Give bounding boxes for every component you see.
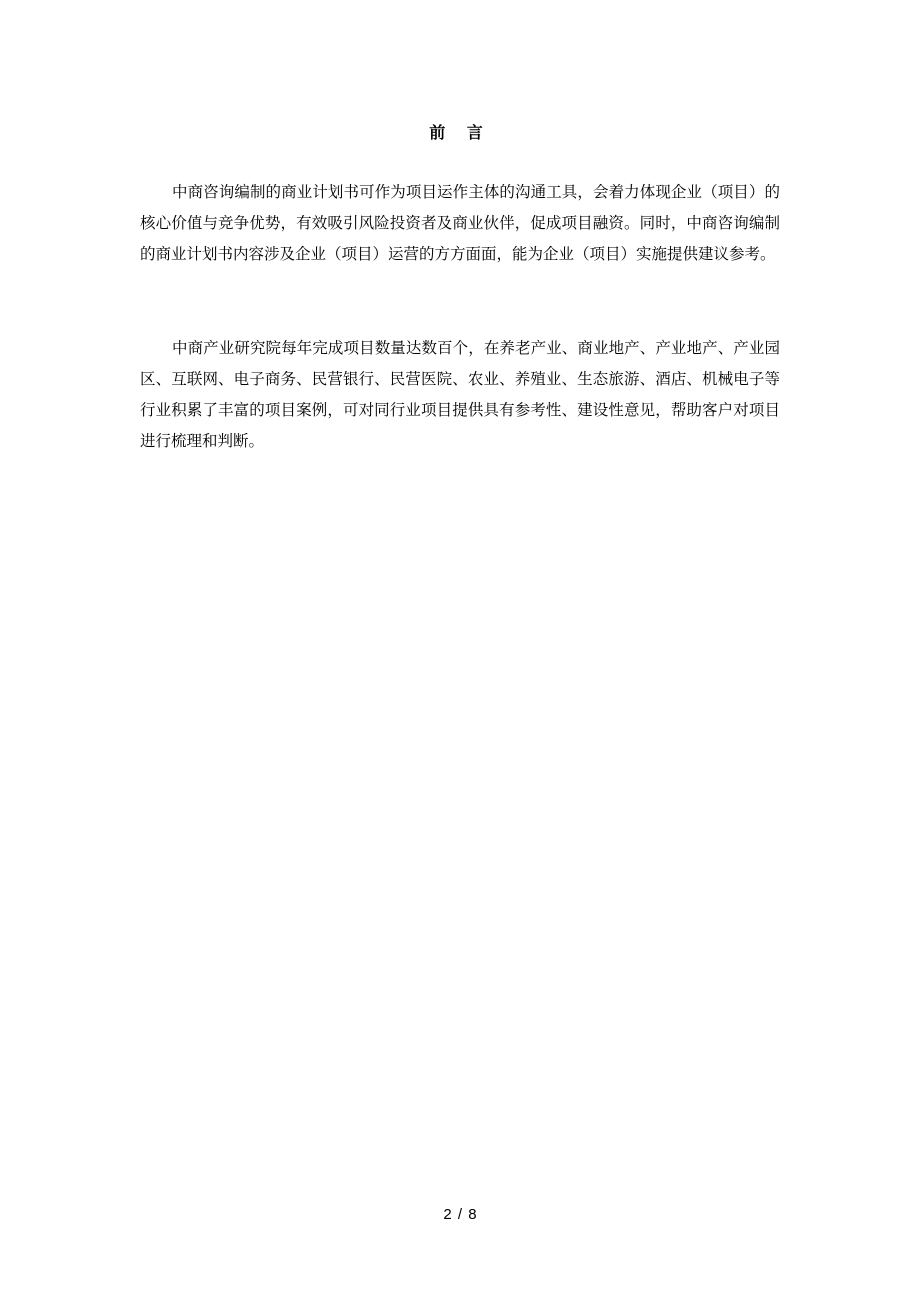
- page-number: 2 / 8: [443, 1206, 477, 1223]
- paragraph-research-institute: 中商产业研究院每年完成项目数量达数百个，在养老产业、商业地产、产业地产、产业园区、互联网、电子商务、民营银行、民营医院、农业、养殖业、生态旅游、酒店、机械电子等行业积累了丰富的项目案例，可对同行业项目提供具有参考性、建设性意见，帮助客户对项目进行梳理和判断。: [140, 339, 780, 450]
- page-heading: 前 言: [429, 123, 491, 142]
- paragraph-intro: 中商咨询编制的商业计划书可作为项目运作主体的沟通工具，会着力体现企业（项目）的核心价值与竞争优势，有效吸引风险投资者及商业伙伴，促成项目融资。同时，中商咨询编制的商业计划书内容涉及企业（项目）运营的方方面面，能为企业（项目）实施提供建议参考。: [140, 183, 780, 263]
